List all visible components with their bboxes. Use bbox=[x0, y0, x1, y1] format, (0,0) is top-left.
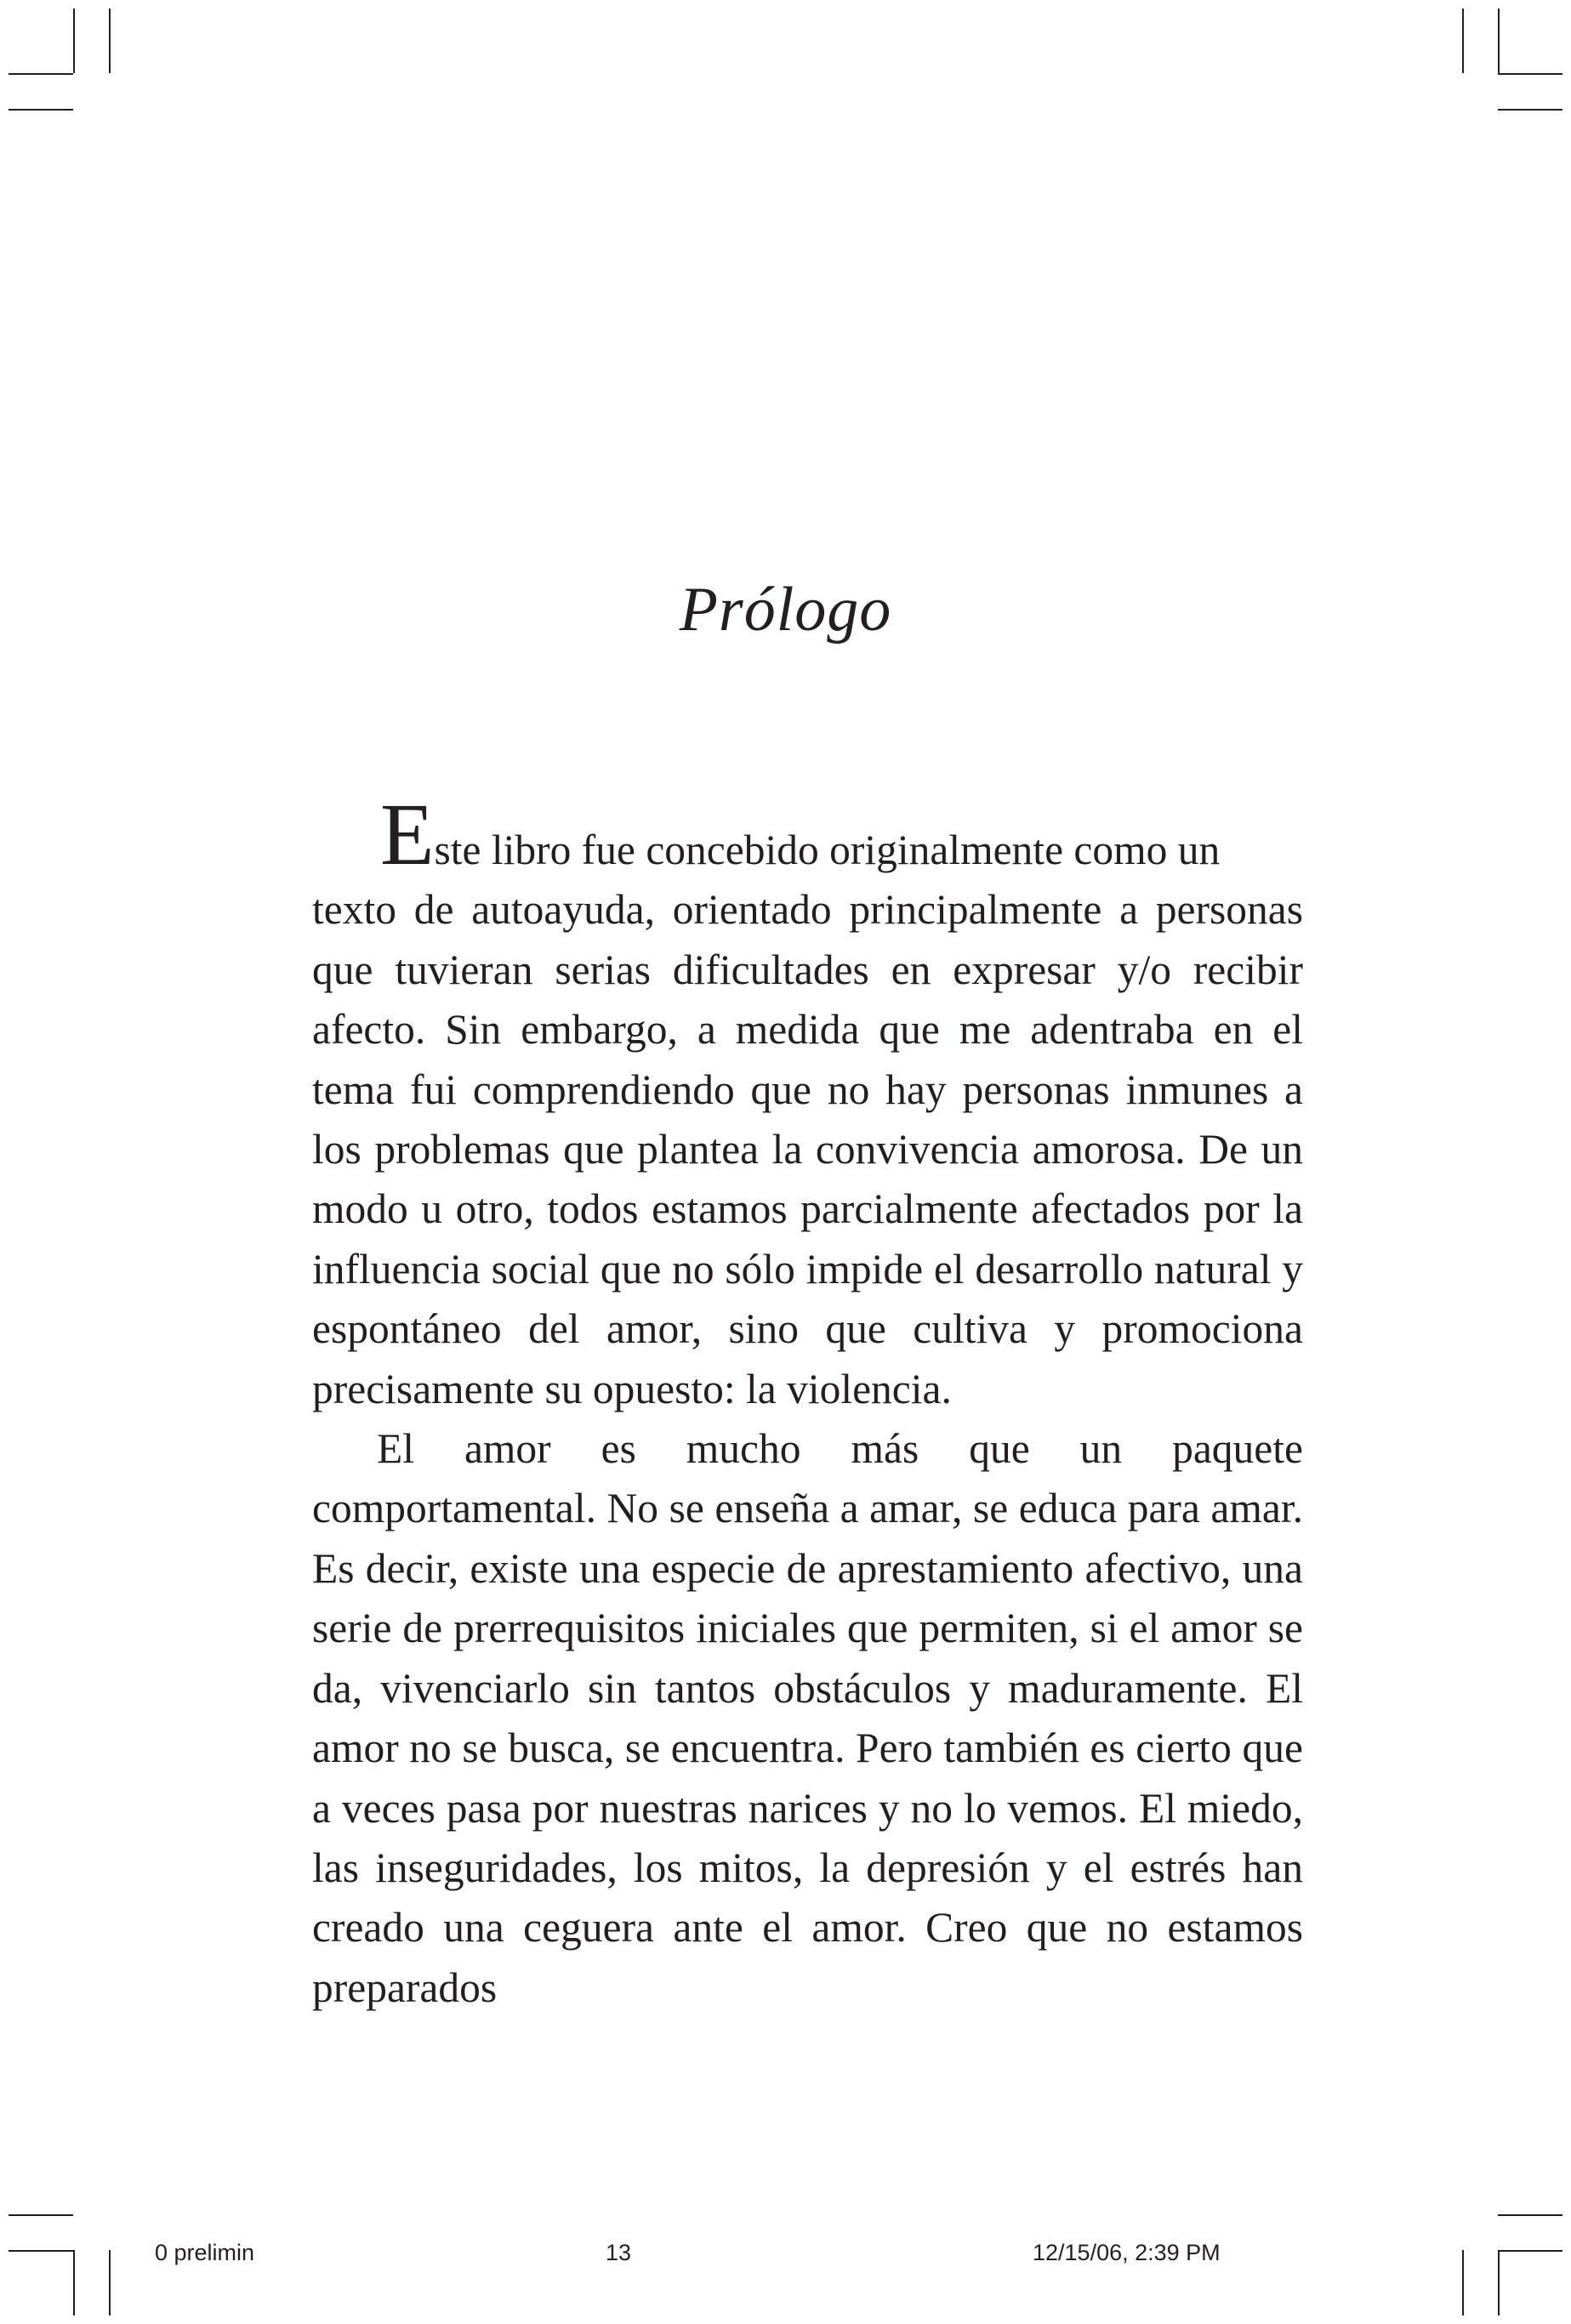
crop-mark-bottom-left-horizontal-outer bbox=[9, 2250, 73, 2252]
footer-file-name: 0 prelimin bbox=[155, 2240, 255, 2265]
crop-mark-top-left-horizontal-outer bbox=[9, 73, 73, 75]
footer-timestamp: 12/15/06, 2:39 PM bbox=[1033, 2240, 1221, 2265]
paragraph-1 bbox=[312, 786, 1303, 1419]
crop-mark-top-right-horizontal-inner bbox=[1498, 109, 1562, 111]
crop-mark-top-right-vertical-outer bbox=[1498, 9, 1500, 73]
crop-mark-bottom-left-vertical-inner bbox=[109, 2250, 111, 2315]
drop-cap-letter: E bbox=[380, 786, 435, 884]
paragraph-1-text: texto de autoayuda, orientado principalmente a personas que tuvieran serias dificultades en expresar y/o recibir afecto. Sin embargo, a medida que me adentraba en el tema fui comprendiendo que no hay personas inmunes a los problemas que plantea la convivencia amorosa. De un modo u otro, todos estamos parcialmente afectados por la influencia social que no sólo impide el desarrollo natural y espontáneo del amor, sino que cultiva y promociona precisamente su opuesto: la violencia. bbox=[312, 886, 1303, 1412]
crop-mark-bottom-right-vertical-inner bbox=[1462, 2250, 1464, 2315]
first-line bbox=[312, 786, 1303, 884]
crop-mark-top-right-horizontal-outer bbox=[1498, 73, 1562, 75]
footer-page-number: 13 bbox=[606, 2240, 632, 2265]
crop-mark-bottom-left-vertical-outer bbox=[73, 2250, 75, 2315]
crop-mark-bottom-right-horizontal-outer bbox=[1498, 2250, 1562, 2252]
chapter-title: Prólogo bbox=[679, 575, 892, 645]
first-line-text: ste libro fue concebido originalmente como un bbox=[434, 827, 1221, 873]
paragraph-2: El amor es mucho más que un paquete comportamental. No se enseña a amar, se educa para amar. Es decir, existe una especie de aprestamiento afectivo, una serie de prerrequisitos iniciales que permiten, si el amor se da, vivenciarlo sin tantos obstáculos y maduramente. El amor no se busca, se encuentra. Pero también es cierto que a veces pasa por nuestras narices y no lo vemos. El miedo, las inseguridades, los mitos, la depresión y el estrés han creado una ceguera ante el amor. Creo que no estamos preparados bbox=[312, 1425, 1303, 2011]
body-text bbox=[312, 786, 1303, 2018]
crop-mark-top-left-vertical-inner bbox=[109, 9, 111, 73]
crop-mark-top-left-horizontal-inner bbox=[9, 109, 73, 111]
crop-mark-bottom-right-horizontal-inner bbox=[1498, 2214, 1562, 2216]
crop-mark-top-left-vertical-outer bbox=[73, 9, 75, 73]
crop-mark-bottom-left-horizontal-inner bbox=[9, 2214, 73, 2216]
crop-mark-bottom-right-vertical-outer bbox=[1498, 2250, 1500, 2315]
crop-mark-top-right-vertical-inner bbox=[1462, 9, 1464, 73]
